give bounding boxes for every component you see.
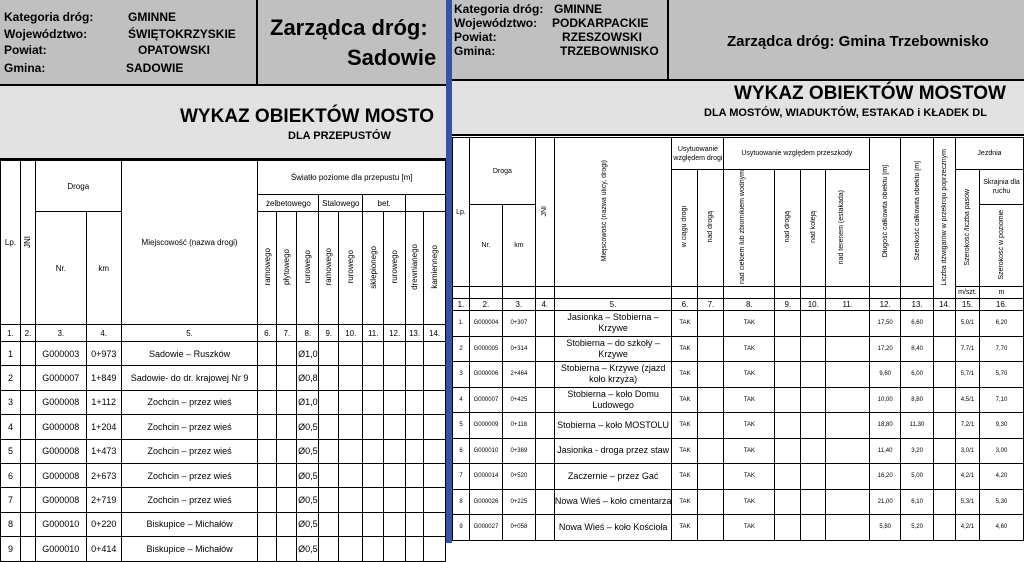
sub-label: rurowego [346,250,356,284]
table-row [453,311,1024,337]
cell-nr: G000014 [469,464,502,490]
table-row [453,515,1024,541]
colnum: 10. [339,325,363,342]
col-nad-droga-label: nad drogą [707,211,715,243]
colnum: 4. [535,299,554,311]
col-szerokosc-label: Szerokość całkowita obiektu [m] [913,161,921,261]
cell-nr: G000010 [469,438,502,464]
cell-rurowy: Ø0,5 [297,463,319,487]
cell-nr: G000008 [35,390,86,414]
cell-rurowy: Ø0,5 [297,488,319,512]
cell-w-ciagu: TAK [672,311,698,337]
col-nad-droga-2 [775,170,801,287]
colnum: 3. [502,299,535,311]
col-droga: Droga [469,138,535,205]
cell-km: 0+058 [502,515,535,541]
cell-rurowy: Ø0,5 [297,512,319,536]
meta-label: Województwo: [454,16,538,30]
cell-dlugosc: 18,80 [870,413,901,439]
cell-szer-poziome: 4,60 [979,515,1023,541]
col-w-ciagu-label: w ciągu drogi [681,206,689,248]
cell-szer-poziome: 5,70 [979,362,1023,388]
cell-w-ciagu: TAK [672,362,698,388]
cell-lp: 9 [1,537,21,561]
colnum: 3. [35,325,86,342]
colnum: 8. [297,325,319,342]
col-szer-poziome-label: Szerokość w poziomie [997,209,1005,280]
cell-nr: G000010 [35,512,86,536]
cell-szerokosc: 6,00 [901,362,934,388]
cell-szer-poziome: 7,70 [979,336,1023,362]
meta-value: SADOWIE [126,61,184,75]
cell-dlugosc: 16,20 [870,464,901,490]
cell-szer-liczba: 5,7/1 [955,362,979,388]
cell-km: 0+118 [502,413,535,439]
cell-szer-liczba: 3,0/1 [955,438,979,464]
meta-label: Powiat: [454,30,497,44]
cell-location: Stobierna – do szkoły – Krzywe [554,336,672,362]
cell-nr: G000003 [35,342,86,366]
cell-lp: 1. [453,311,470,337]
cell-nad-ciekiem: TAK [724,515,775,541]
cell-nad-ciekiem: TAK [724,464,775,490]
cell-szer-poziome: 4,20 [979,464,1023,490]
colnum: 2. [20,325,35,342]
col-nr: Nr. [469,205,502,287]
col-blank [406,195,446,212]
col-nad-droga-2-label: nad drogą [784,211,792,243]
meta-value: TRZEBOWNISKO [560,44,659,58]
table-row [1,342,446,366]
zarzadca-title: Zarządca dróg: [270,15,428,40]
cell-szerokosc: 8,80 [901,387,934,413]
cell-nad-ciekiem: TAK [724,311,775,337]
col-nad-ciekiem-label: nad ciekiem lub zbiornikiem wodnym [739,170,747,284]
table-row [1,488,446,512]
cell-lp: 8 [453,489,470,515]
col-dlugosc [870,138,901,287]
cell-szer-poziome: 6,20 [979,311,1023,337]
cell-km: 2+719 [86,488,121,512]
cell-szer-poziome: 9,30 [979,413,1023,439]
col-miejscowosc [554,138,672,287]
table-row [453,387,1024,413]
cell-szer-poziome: 5,30 [979,489,1023,515]
col-nr: Nr. [35,212,86,325]
culvert-table [0,160,446,562]
cell-lp: 7 [453,464,470,490]
meta-label: Kategoria dróg: [4,10,94,24]
cell-km: 2+464 [502,362,535,388]
cell-nr: G000004 [469,311,502,337]
col-zelbet: żelbetowego [258,195,319,212]
cell-w-ciagu: TAK [672,387,698,413]
col-usyt-drogi: Usytuowanie względem drogi [672,138,724,170]
colnum: 13. [406,325,424,342]
table-row [1,366,446,390]
cell-km: 0+369 [502,438,535,464]
cell-lp: 9 [453,515,470,541]
cell-szerokosc: 11,30 [901,413,934,439]
cell-km: 1+112 [86,390,121,414]
col-sub [339,212,363,325]
sub-label: ramowego [262,248,272,286]
cell-szer-poziome: 7,10 [979,387,1023,413]
col-lp: Lp. [453,138,470,287]
cell-km: 1+204 [86,415,121,439]
cell-location: Nowa Wieś – koło cmentarza [554,489,672,515]
cell-rurowy: Ø1,0 [297,390,319,414]
colnum: 14. [424,325,446,342]
cell-w-ciagu: TAK [672,413,698,439]
cell-location: Biskupice – Michałów [121,537,258,561]
table-row [1,512,446,536]
meta-label: Kategoria dróg: [454,2,544,16]
unit-cell [502,287,535,299]
colnum: 7. [277,325,297,342]
cell-nad-ciekiem: TAK [724,336,775,362]
cell-location: Sadowie – Ruszków [121,342,258,366]
cell-nad-ciekiem: TAK [724,387,775,413]
cell-szerokosc: 3,20 [901,438,934,464]
colnum: 4. [86,325,121,342]
table-row [453,362,1024,388]
cell-nr: G000008 [35,439,86,463]
colnum: 1. [453,299,470,311]
meta-value: PODKARPACKIE [552,16,649,30]
cell-szerokosc: 8,40 [901,336,934,362]
cell-km: 1+849 [86,366,121,390]
cell-location: Nowa Wieś – koło Kościoła [554,515,672,541]
cell-nr: G000008 [35,488,86,512]
cell-nr: G000009 [469,413,502,439]
cell-w-ciagu: TAK [672,336,698,362]
col-szerokosc [901,138,934,287]
col-sub [406,212,424,325]
sub-label: płytowego [282,248,292,286]
col-szer-liczba [955,170,979,287]
col-jni [20,161,35,325]
meta-label: Gmina: [4,61,46,75]
unit-cell [469,287,502,299]
col-km: km [502,205,535,287]
meta-label: Powiat: [4,43,47,57]
cell-nr: G000008 [35,463,86,487]
colnum: 1. [1,325,21,342]
cell-nr: G000007 [35,366,86,390]
left-title-box [0,86,446,160]
cell-lp: 4 [1,415,21,439]
cell-location: Zochcin – przez wieś [121,488,258,512]
cell-lp: 7 [1,488,21,512]
cell-km: 0+973 [86,342,121,366]
cell-dlugosc: 5,80 [870,515,901,541]
cell-dlugosc: 21,00 [870,489,901,515]
cell-lp: 6 [1,463,21,487]
col-w-ciagu [672,170,698,287]
col-jezdnia: Jezdnia [955,138,1023,170]
cell-dlugosc: 17,20 [870,336,901,362]
sub-label: drewnianego [410,244,420,290]
col-dlugosc-label: Długość całkowita obiektu [m] [881,164,889,258]
unit-cell: m [979,287,1023,299]
col-nad-droga [698,170,724,287]
col-szer-poziome [979,205,1023,287]
cell-szerokosc: 5,20 [901,515,934,541]
col-sub [424,212,446,325]
colnum: 8. [724,299,775,311]
cell-location: Jasionka - droga przez staw [554,438,672,464]
table-row [1,463,446,487]
table-row [453,413,1024,439]
col-nad-ciekiem [724,170,775,287]
cell-lp: 2 [1,366,21,390]
cell-nr: G000007 [469,387,502,413]
cell-km: 1+473 [86,439,121,463]
table-row [1,390,446,414]
cell-szer-poziome: 3,00 [979,438,1023,464]
meta-value: OPATOWSKI [138,43,210,57]
colnum: 16. [979,299,1023,311]
left-document-panel [0,0,446,554]
cell-lp: 4 [453,387,470,413]
cell-nad-ciekiem: TAK [724,438,775,464]
colnum: 5. [121,325,258,342]
cell-nr: G000006 [469,362,502,388]
cell-nad-ciekiem: TAK [724,413,775,439]
cell-km: 0+225 [502,489,535,515]
col-nad-terenem [826,170,870,287]
header-divider [256,0,258,84]
colnum: 5. [554,299,672,311]
cell-szerokosc: 6,10 [901,489,934,515]
col-km: km [86,212,121,325]
header-divider [667,0,669,79]
cell-lp: 3 [453,362,470,388]
right-header [452,0,1024,81]
right-title-box [452,81,1024,136]
document-title: WYKAZ OBIEKTÓW MOSTO [180,106,435,127]
col-sub [319,212,339,325]
meta-value: GMINNE [554,2,602,16]
left-header [0,0,446,86]
colnum: 6. [672,299,698,311]
col-sub [384,212,406,325]
col-nad-koleja-label: nad koleją [809,211,817,243]
cell-szer-liczba: 7,2/1 [955,413,979,439]
cell-location: Zochcin – przez wieś [121,439,258,463]
col-droga: Droga [35,161,121,212]
zarzadca-name: Sadowie [347,45,437,70]
col-liczba-label: Liczba dźwigarów w przekroju poprzecznym [941,148,948,286]
cell-km: 0+307 [502,311,535,337]
unit-cell: m/szt. [955,287,979,299]
col-stal: Stalowego [319,195,363,212]
cell-w-ciagu: TAK [672,515,698,541]
table-row [1,415,446,439]
colnum: 7. [698,299,724,311]
sub-label: rurowego [390,250,400,284]
colnum: 15. [955,299,979,311]
cell-rurowy: Ø0,5 [297,439,319,463]
cell-lp: 2 [453,336,470,362]
cell-lp: 5 [1,439,21,463]
cell-nr: G000005 [469,336,502,362]
col-miejscowosc-label: Miejscowość (nazwa ulicy, drogi) [601,160,609,262]
cell-szerokosc: 6,60 [901,311,934,337]
cell-nr: G000010 [35,537,86,561]
cell-szer-liczba: 5,3/1 [955,489,979,515]
document-subtitle: DLA PRZEPUSTÓW [288,130,391,142]
cell-szer-liczba: 5,0/1 [955,311,979,337]
cell-nad-ciekiem: TAK [724,362,775,388]
cell-km: 0+520 [502,464,535,490]
sub-label: kamiennego [430,245,439,289]
col-miejscowosc: Miejscowość (nazwa drogi) [121,161,258,325]
cell-w-ciagu: TAK [672,464,698,490]
table-row [453,464,1024,490]
colnum: 11. [826,299,870,311]
cell-nr: G000008 [35,415,86,439]
table-row [453,489,1024,515]
cell-w-ciagu: TAK [672,489,698,515]
meta-label: Województwo: [4,27,88,41]
colnum: 14. [934,299,956,311]
cell-location: Stobierna – koło MOSTOLU [554,413,672,439]
cell-location: Biskupice – Michałów [121,512,258,536]
cell-lp: 3 [1,390,21,414]
cell-km: 0+414 [86,537,121,561]
cell-location: Zochcin – przez wieś [121,390,258,414]
table-row [1,537,446,561]
colnum: 10. [801,299,826,311]
cell-szer-liczba: 4,2/1 [955,515,979,541]
table-row [453,438,1024,464]
cell-km: 0+314 [502,336,535,362]
cell-szer-liczba: 4,2/1 [955,464,979,490]
colnum: 12. [870,299,901,311]
document-title: WYKAZ OBIEKTÓW MOSTOW [734,83,1006,104]
cell-lp: 5 [453,413,470,439]
document-subtitle: DLA MOSTÓW, WIADUKTÓW, ESTAKAD i KŁADEK DL [704,107,987,119]
meta-value: ŚWIĘTOKRZYSKIE [128,27,236,41]
zarzadca-title: Zarządca dróg: Gmina Trzebownisko [727,33,989,50]
col-jni-label: JNI [541,205,549,217]
col-sub [277,212,297,325]
cell-km: 2+673 [86,463,121,487]
cell-km: 0+425 [502,387,535,413]
cell-nr: G000027 [469,515,502,541]
colnum: 9. [775,299,801,311]
cell-km: 0+220 [86,512,121,536]
col-nad-terenem-label: nad terenem (estakada) [837,189,845,265]
col-jni-label: JNI [23,235,33,248]
cell-nad-ciekiem: TAK [724,489,775,515]
col-usyt-przeszkody: Usytuowanie względem przeszkody [724,138,870,170]
cell-dlugosc: 17,50 [870,311,901,337]
meta-label: Gmina: [454,44,496,58]
col-skrajnia: Skrajnia dla ruchu [979,170,1023,205]
col-jni [535,138,554,287]
colnum: 9. [319,325,339,342]
sub-label: ramowego [324,248,334,286]
colnum: 12. [384,325,406,342]
cell-lp: 1 [1,342,21,366]
cell-location: Zaczernie – przez Gać [554,464,672,490]
sub-label: rurowego [303,250,313,284]
col-lp: Lp. [1,161,21,325]
colnum: 11. [363,325,384,342]
cell-rurowy: Ø0,8 [297,366,319,390]
colnum: 13. [901,299,934,311]
col-szer-liczba-label: Szerokość /liczba pasów [963,188,971,266]
col-liczba [934,138,956,299]
col-sub [363,212,384,325]
cell-szer-liczba: 7,7/1 [955,336,979,362]
cell-w-ciagu: TAK [672,438,698,464]
sub-label: sklepionego [368,245,378,289]
cell-location: Stobierna – koło Domu Ludowego [554,387,672,413]
cell-location: Stobierna – Krzywe (zjazd koło krzyża) [554,362,672,388]
col-bet: bet. [363,195,406,212]
cell-location: Jasionka – Stobierna – Krzywe [554,311,672,337]
col-sub [297,212,319,325]
table-row [453,336,1024,362]
cell-location: Zochcin – przez wieś [121,415,258,439]
cell-lp: 6 [453,438,470,464]
cell-dlugosc: 9,60 [870,362,901,388]
cell-szerokosc: 5,00 [901,464,934,490]
bridge-table [452,137,1024,541]
cell-dlugosc: 11,40 [870,438,901,464]
cell-dlugosc: 10,00 [870,387,901,413]
cell-rurowy: Ø0,5 [297,415,319,439]
right-document-panel [452,0,1024,543]
cell-lp: 8 [1,512,21,536]
table-row [1,439,446,463]
cell-nr: G000026 [469,489,502,515]
meta-value: GMINNE [128,10,176,24]
col-sub [258,212,277,325]
cell-location: Zochcin – przez wieś [121,463,258,487]
colnum: 2. [469,299,502,311]
cell-rurowy: Ø1,0 [297,342,319,366]
colnum: 6. [258,325,277,342]
col-nad-koleja [801,170,826,287]
cell-szer-liczba: 4,5/1 [955,387,979,413]
cell-location: Sadowie- do dr. krajowej Nr 9 [121,366,258,390]
col-swiatlo: Światło poziome dla przepustu [m] [258,161,446,195]
cell-rurowy: Ø0,5 [297,537,319,561]
meta-value: RZESZOWSKI [562,30,642,44]
